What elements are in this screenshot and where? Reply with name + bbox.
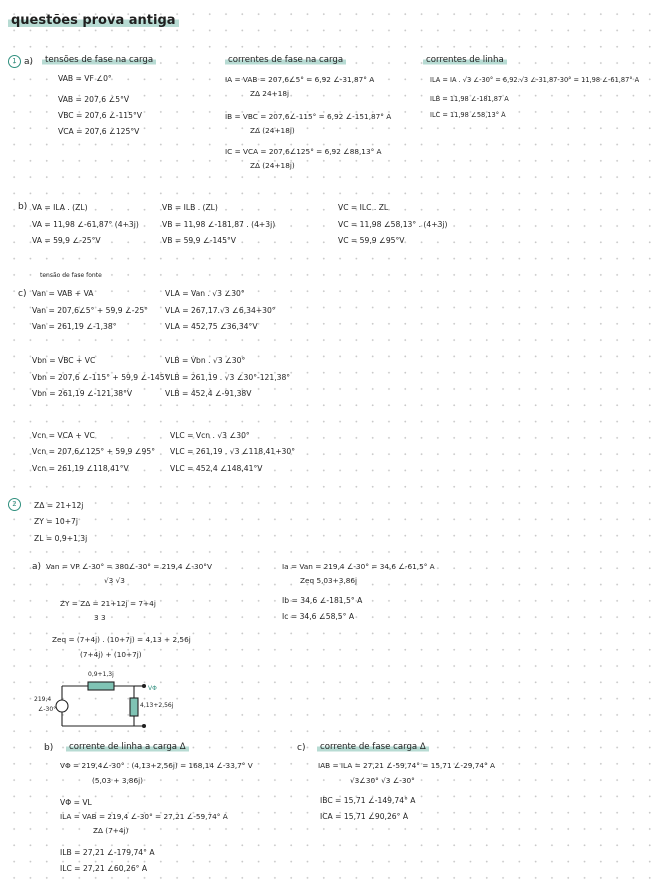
item-c-label: c) <box>297 743 306 753</box>
line: VCA = 207,6 ∠125°V <box>58 127 140 136</box>
line: VLC = 261,19 . √3 ∠118,41+30° <box>170 447 296 456</box>
line: ILA = IA . √3 ∠-30° = 6,92.√3 ∠-31,87-30° = 11,98 ∠-61,87° A <box>430 76 640 84</box>
line: ILC = 27,21 ∠60,26° A <box>60 864 148 873</box>
heading-line-currents: correntes de linha <box>423 56 507 65</box>
equation-ia: Ia = Van = 219,4 ∠-30° = 34,6 ∠-61,5° A <box>282 562 435 571</box>
line: VB = ILB . (ZL) <box>162 203 218 212</box>
line: VLC = 452,4 ∠148,41°V <box>170 464 263 473</box>
line: Ib = 34,6 ∠-181,5° A <box>282 596 363 605</box>
equation-ia: IA = VAB = 207,6∠5° = 6,92 ∠-31,87° A <box>225 75 375 84</box>
equation-vphi-denominator: (5,03 + 3,86j) <box>92 776 143 785</box>
line: VC = 11,98 ∠58,13° . (4+3j) <box>338 220 448 229</box>
equation-ila: ILA = VAB = 219,4 ∠-30° = 27,21 ∠-59,74° A <box>60 812 228 821</box>
equation-ib-denominator: ZΔ (24+18j) <box>250 126 295 135</box>
line: Van = 207,6∠5° + 59,9 ∠-25° <box>32 306 148 315</box>
line: VB = 59,9 ∠-145°V <box>162 236 236 245</box>
heading-line-current-load: corrente de linha a carga Δ <box>66 743 189 752</box>
circuit-diagram <box>40 672 220 742</box>
line: Van = 261,19 ∠-1,38° <box>32 322 117 331</box>
equation-van: Van = VP ∠-30° = 380∠-30° = 219,4 ∠-30°V <box>46 562 212 571</box>
line: VC = 59,9 ∠95°V <box>338 236 405 245</box>
line: VLA = Van . √3 ∠30° <box>165 289 245 298</box>
line: VC = ILC . ZL <box>338 203 389 212</box>
line: Vbn = 261,19 ∠-121,38°V <box>32 389 133 398</box>
question-2-marker: 2 <box>8 498 21 511</box>
line: VB = 11,98 ∠-181,87 . (4+3j) <box>162 220 276 229</box>
line: VBC = 207,6 ∠-115°V <box>58 111 142 120</box>
line: Vcn = 207,6∠125° + 59,9 ∠95° <box>32 447 155 456</box>
line: Vcn = VCA + VC <box>32 431 95 440</box>
source-angle: ∠-30° <box>38 706 57 713</box>
line: IBC = 15,71 ∠-149,74° A <box>320 796 416 805</box>
equation-ic: IC = VCA = 207,6∠125° = 6,92 ∠88,13° A <box>225 147 382 156</box>
equation-ila-denominator: ZΔ (7+4j) <box>93 826 129 835</box>
equation-ic-denominator: ZΔ (24+18j) <box>250 161 295 170</box>
equation-vphi: VΦ = 219,4∠-30° . (4,13+2,56j) = 168,14 ∠-33,7° V <box>60 761 253 770</box>
heading-phase-current-load: corrente de fase carga Δ <box>317 743 429 752</box>
load-impedance-label: 4,13+2,56j <box>140 702 174 709</box>
line: VLB = 261,19 . √3 ∠30°-121,38° <box>165 373 291 382</box>
equation-iab: IAB = ILA = 27,21 ∠-59,74° = 15,71 ∠-29,74° A <box>318 761 495 770</box>
line: ZY = 10+7j <box>34 517 78 526</box>
line: Vcn = 261,19 ∠118,41°V <box>32 464 129 473</box>
item-a-label: a) <box>32 562 42 572</box>
note-source-phase-voltage: tensão de fase fonte <box>40 272 102 279</box>
equation-iab-denominator: √3∠30° √3 ∠-30° <box>350 776 415 785</box>
equation-zy-denominator: 3 3 <box>94 613 106 622</box>
line: ILB = 27,21 ∠-179,74° A <box>60 848 155 857</box>
line: VLB = 452,4 ∠-91,38V <box>165 389 252 398</box>
line: Vbn = 207,6 ∠-115° + 59,9 ∠-145° <box>32 373 169 382</box>
line: VAB = VF ∠0° <box>58 74 112 83</box>
output-voltage-label: VΦ <box>148 685 157 692</box>
line: VLC = Vcn . √3 ∠30° <box>170 431 250 440</box>
equation-zy: ZY = ZΔ = 21+12j = 7+4j <box>60 599 156 608</box>
source-magnitude: 219,4 <box>34 696 52 703</box>
item-c-label: c) <box>18 289 27 299</box>
equation-van-denominator: √3 √3 <box>104 576 125 585</box>
question-1-marker: 1 <box>8 55 21 68</box>
line: ICA = 15,71 ∠90,26° A <box>320 812 409 821</box>
line: VA = ILA . (ZL) <box>32 203 88 212</box>
equation-ib: IB = VBC = 207,6∠-115° = 6,92 ∠-151,87° A <box>225 112 392 121</box>
equation-ia-denominator: Zeq 5,03+3,86j <box>300 576 358 585</box>
line: VA = 11,98 ∠-61,87° (4+3j) <box>32 220 139 229</box>
line: VLA = 452,75 ∠36,34°V <box>165 322 258 331</box>
equation-zeq-denominator: (7+4j) + (10+7j) <box>80 650 142 659</box>
page-title: questões prova antiga <box>8 14 179 27</box>
line: VLA = 267,17.√3 ∠6,34+30° <box>165 306 276 315</box>
line: Van = VAB + VA <box>32 289 94 298</box>
equation-zeq: Zeq = (7+4j) . (10+7j) = 4,13 + 2,56j <box>52 635 191 644</box>
line: Ic = 34,6 ∠58,5° A <box>282 612 355 621</box>
line: VΦ = VL <box>60 798 92 807</box>
line: VA = 59,9 ∠-25°V <box>32 236 101 245</box>
line: Vbn = VBC + VC <box>32 356 96 365</box>
heading-phase-voltages: tensões de fase na carga <box>42 56 156 65</box>
item-b-label: b) <box>44 743 54 753</box>
line: ILB = 11,98 ∠-181,87 A <box>430 95 509 103</box>
line: VAB = 207,6 ∠5°V <box>58 95 130 104</box>
line: ILC = 11,98 ∠58,13° A <box>430 111 506 119</box>
line: VLB = Vbn . √3 ∠30° <box>165 356 246 365</box>
heading-phase-currents: correntes de fase na carga <box>225 56 346 65</box>
line: ZΔ = 21+12j <box>34 501 84 510</box>
item-b-label: b) <box>18 202 28 212</box>
item-a-label: a) <box>24 57 34 67</box>
equation-ia-denominator: ZΔ 24+18j <box>250 89 290 98</box>
line-impedance-label: 0,9+1,3j <box>88 671 114 678</box>
line: ZL = 0,9+1,3j <box>34 534 88 543</box>
